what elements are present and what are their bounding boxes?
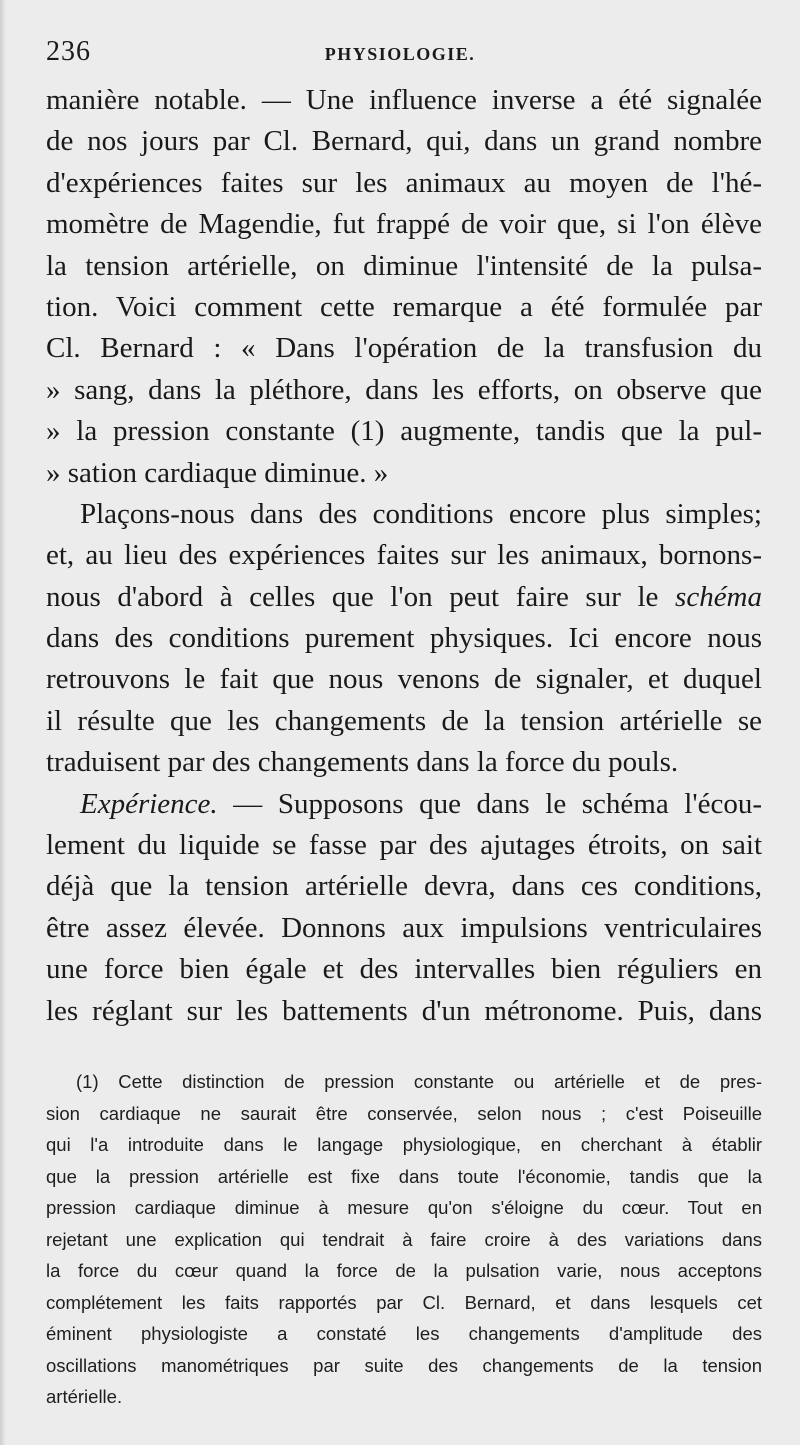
text-line: » sation cardiaque diminue. » bbox=[46, 456, 389, 489]
footnote-line: (1) Cette distinction de pression constante ou artérielle et de pres- bbox=[76, 1071, 762, 1092]
text-line: tion. Voici comment cette remarque a été formulée par bbox=[46, 290, 762, 323]
text-line: momètre de Magendie, fut frappé de voir que, si l'on élève bbox=[46, 208, 762, 241]
italic-term-schema: schéma bbox=[675, 580, 763, 613]
text-line: et, au lieu des expériences faites sur les animaux, bornons- bbox=[46, 539, 762, 572]
text-line-part: — Supposons que dans le schéma l'écou- bbox=[233, 787, 762, 820]
text-line: la tension artérielle, on diminue l'intensité de la pulsa- bbox=[46, 249, 762, 282]
text-line-part: nous d'abord à celles que l'on peut faire sur le bbox=[46, 580, 659, 613]
page-number: 236 bbox=[46, 36, 91, 67]
text-line: retrouvons le fait que nous venons de signaler, et duquel bbox=[46, 663, 762, 696]
italic-term-experience: Expérience. bbox=[80, 787, 218, 820]
footnote-line: sion cardiaque ne saurait être conservée, selon nous ; c'est Poiseuille bbox=[46, 1102, 762, 1124]
footnote-line: rejetant une explication qui tendrait à faire croire à des variations dans bbox=[46, 1228, 762, 1250]
text-line: » la pression constante (1) augmente, tandis que la pul- bbox=[46, 415, 762, 448]
footnote bbox=[46, 1066, 762, 1413]
footnote-line: éminent physiologiste a constaté les changements d'amplitude des bbox=[46, 1323, 762, 1344]
footnote-line: que la pression artérielle est fixe dans toute l'économie, tandis que la bbox=[46, 1165, 762, 1187]
text-line bbox=[46, 784, 762, 825]
footnote-line: complétement les faits rapportés par Cl. Bernard, et dans lesquels cet bbox=[46, 1291, 762, 1313]
text-line: » sang, dans la pléthore, dans les efforts, on observe que bbox=[46, 373, 762, 406]
page-header bbox=[46, 36, 754, 76]
text-line: lement du liquide se fasse par des ajutages étroits, on sait bbox=[46, 829, 762, 862]
footnote-line: la force du cœur quand la force de la pulsation varie, nous acceptons bbox=[46, 1260, 762, 1281]
text-line: être assez élevée. Donnons aux impulsions ventriculaires bbox=[46, 911, 762, 944]
text-line bbox=[46, 577, 762, 618]
text-line: manière notable. — Une influence inverse a été signalée bbox=[46, 84, 762, 116]
text-line: il résulte que les changements de la tension artérielle se bbox=[46, 704, 762, 737]
footnote-line: qui l'a introduite dans le langage physiologique, en cherchant à établir bbox=[46, 1134, 762, 1155]
text-line: Cl. Bernard : « Dans l'opération de la transfusion du bbox=[46, 332, 762, 365]
running-head: PHYSIOLOGIE. bbox=[324, 44, 476, 64]
text-line: dans des conditions purement physiques. Ici encore nous bbox=[46, 622, 762, 655]
text-line: traduisent par des changements dans la force du pouls. bbox=[46, 746, 679, 779]
main-text bbox=[46, 80, 762, 1032]
text-line: déjà que la tension artérielle devra, dans ces conditions, bbox=[46, 870, 762, 903]
text-line: les réglant sur les battements d'un métronome. Puis, dans bbox=[46, 994, 762, 1027]
page-edge-shadow bbox=[0, 0, 6, 1445]
text-line: de nos jours par Cl. Bernard, qui, dans un grand nombre bbox=[46, 125, 762, 158]
text-line: une force bien égale et des intervalles bien réguliers en bbox=[46, 953, 762, 986]
footnote-line: pression cardiaque diminue à mesure qu'on s'éloigne du cœur. Tout en bbox=[46, 1197, 762, 1218]
footnote-line: artérielle. bbox=[46, 1386, 123, 1407]
text-line: d'expériences faites sur les animaux au moyen de l'hé- bbox=[46, 166, 762, 199]
text-line: Plaçons-nous dans des conditions encore plus simples; bbox=[80, 497, 762, 530]
footnote-line: oscillations manométriques par suite des changements de la tension bbox=[46, 1354, 762, 1376]
